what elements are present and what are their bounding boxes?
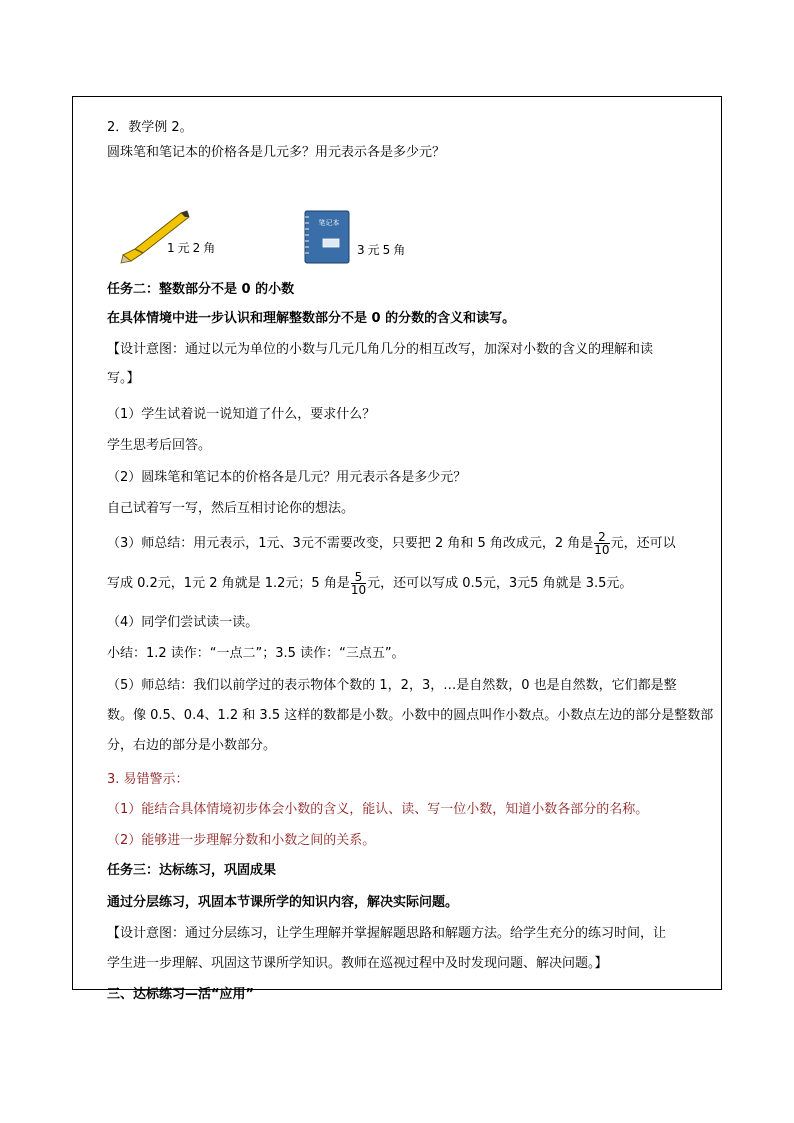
question-text: 圆珠笔和笔记本的价格各是几元多？用元表示各是多少元？ [107,145,446,160]
fraction-five-tenths [351,571,366,596]
pen-figure [117,209,227,265]
notebook-cover-title: 笔记本 [318,219,340,227]
step3-line1-tail: 元，还可以 [610,536,676,551]
section3-title: 三、达标练习—活“应用” [107,987,255,1002]
step3-line2 [107,571,632,596]
pen-image [117,209,197,265]
fraction-denominator: 10 [350,583,367,597]
fraction-numerator: 2 [594,531,609,544]
warning-item-1: （1）能结合具体情境初步体会小数的含义，能认、读、写一位小数，知道小数各部分的名称。 [107,802,649,817]
pen-price-label: 1元2角 [167,241,219,255]
design-intent-2-line2: 学生进一步理解、巩固这节课所学知识。教师在巡视过程中及时发现问题、解决问题。】 [107,956,608,971]
step4-text: （4）同学们尝试读一读。 [107,615,259,630]
content-table-cell [72,96,722,1002]
step3-line2-text: 写成 0.2元，1元 2 角就是 1.2元；5 角是 [107,576,350,591]
notebook-figure [303,209,423,265]
step1-text: （1）学生试着说一说知道了什么，要求什么？ [107,407,376,422]
step2-followup: 自己试着写一写，然后互相讨论你的想法。 [107,501,355,516]
fraction-denominator: 10 [594,543,610,557]
task2-goal: 在具体情境中进一步认识和理解整数部分不是 0 的分数的含义和读写。 [107,311,516,326]
warning-title: 3. 易错警示： [107,772,189,787]
fraction-two-tenths [594,531,609,556]
task2-title: 任务二：整数部分不是 0 的小数 [107,282,295,297]
step5-line1: （5）师总结：我们以前学过的表示物体个数的 1，2，3，…是自然数，0 也是自然数，它们都是整 [107,678,677,693]
step3-line1 [107,531,676,556]
summary-text: 小结：1.2 读作：“一点二”；3.5 读作：“三点五”。 [107,646,405,661]
design-intent-2-line1: 【设计意图：通过分层练习，让学生理解并掌握解题思路和解题方法。给学生充分的练习时间，让 [107,926,667,941]
step5-line2: 数。像 0.5、0.4、1.2 和 3.5 这样的数都是小数。小数中的圆点叫作小数点。小数点左边的部分是整数部 [107,708,714,723]
task3-goal: 通过分层练习，巩固本节课所学的知识内容，解决实际问题。 [107,895,459,910]
task3-title: 任务三：达标练习，巩固成果 [107,863,277,878]
step1-answer: 学生思考后回答。 [107,438,212,453]
warning-item-2: （2）能够进一步理解分数和小数之间的关系。 [107,833,376,848]
design-intent-1-line2: 写。】 [107,371,140,386]
notebook-price-label: 3元5角 [357,243,409,257]
design-intent-1-line1: 【设计意图：通过以元为单位的小数与几元几角几分的相互改写，加深对小数的含义的理解和读 [107,342,654,357]
step3-line2-tail: 元，还可以写成 0.5元，3元5 角就是 3.5元。 [367,576,633,591]
price-images [117,209,417,265]
fraction-numerator: 5 [351,571,366,584]
example-heading: 2．教学例 2。 [107,120,193,135]
step2-text: （2）圆珠笔和笔记本的价格各是几元？用元表示各是多少元？ [107,470,467,485]
step3-line1-text: （3）师总结：用元表示，1元、3元不需要改变，只要把 2 角和 5 角改成元，2 角是 [107,536,594,551]
step5-line3: 分，右边的部分是小数部分。 [107,738,277,753]
notebook-image [303,209,351,265]
